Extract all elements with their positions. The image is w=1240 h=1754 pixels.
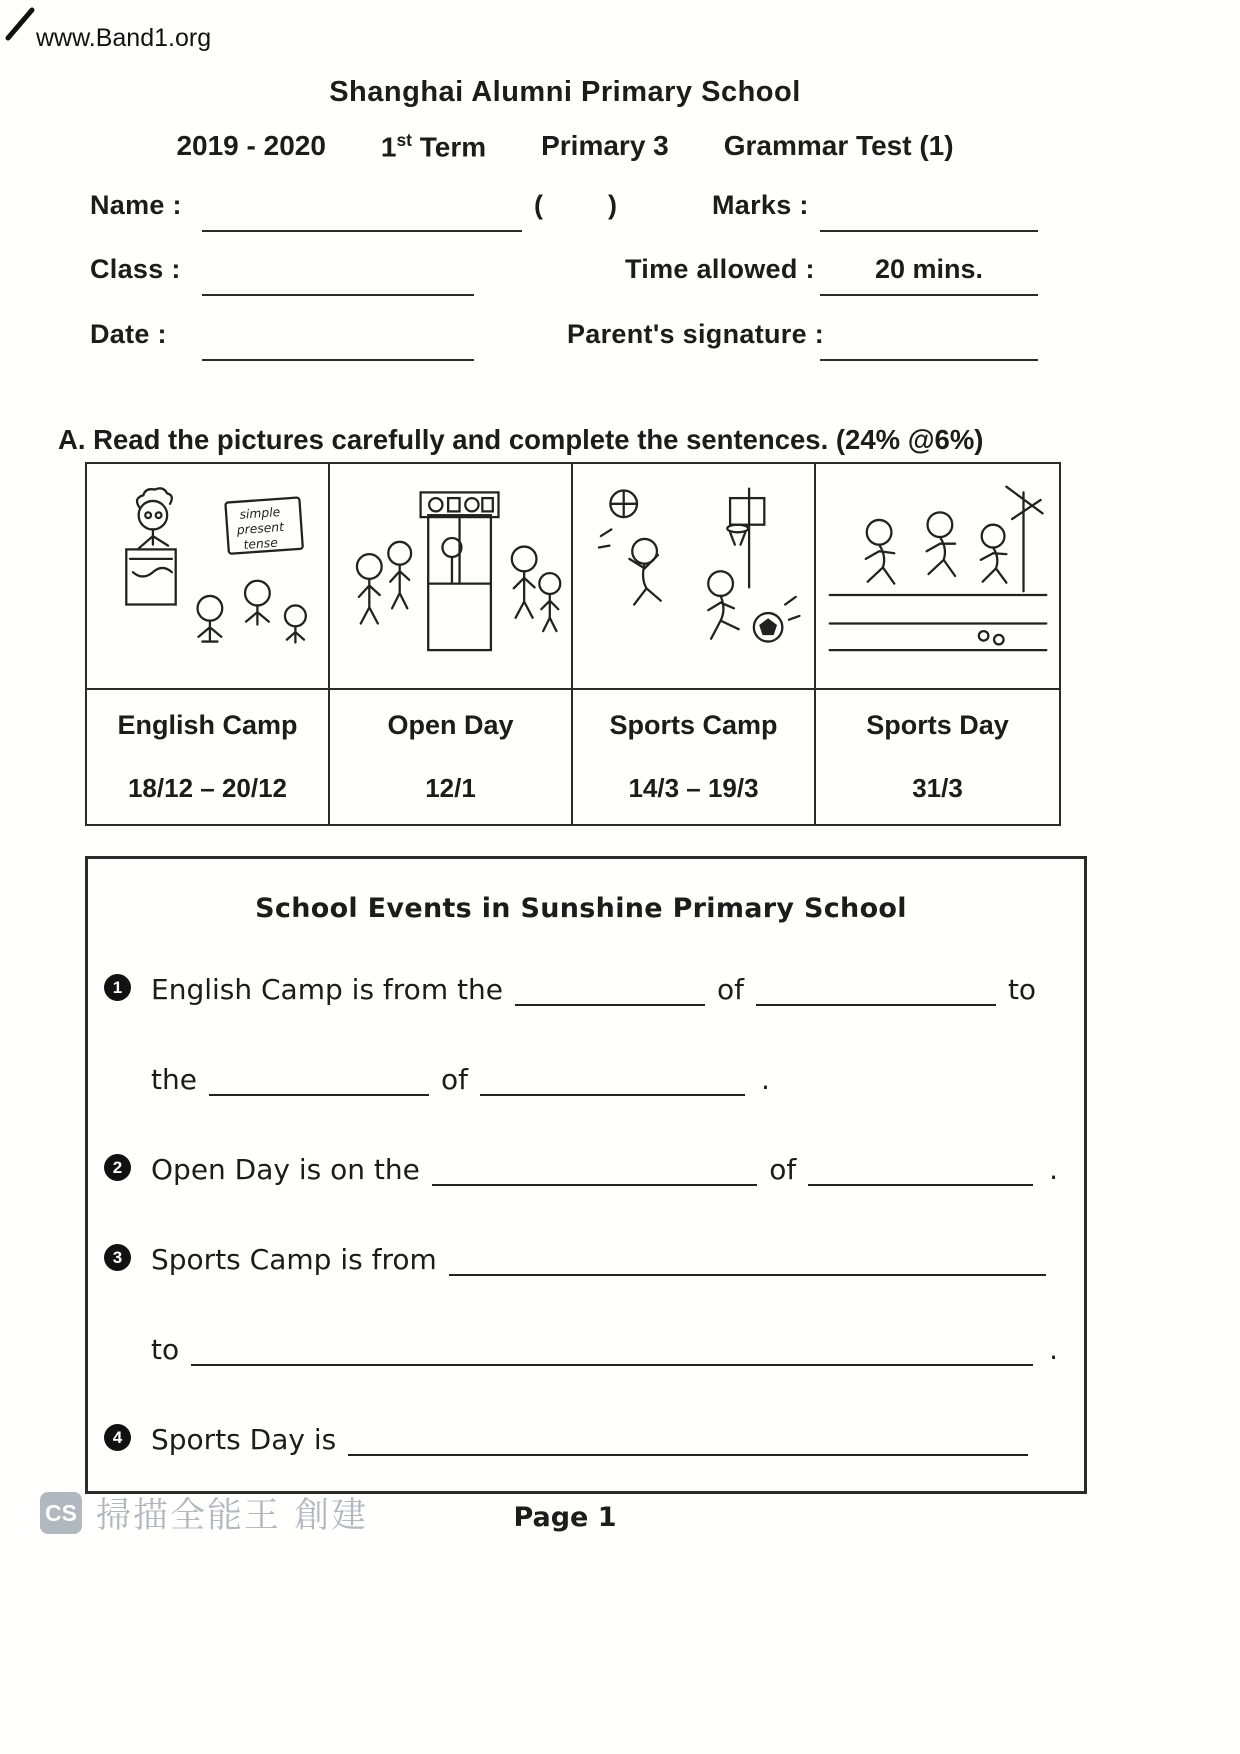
event-name: Open Day — [387, 710, 514, 740]
classroom-lesson-illustration — [94, 472, 322, 680]
student-info-form — [90, 184, 1040, 384]
answer-blank — [449, 1238, 1046, 1276]
page-number: Page 1 — [513, 1502, 617, 1533]
school-booth-illustration — [337, 472, 565, 680]
test-subtitle — [70, 130, 1060, 163]
question-text: . — [1049, 1332, 1058, 1366]
event-cell-open-day — [330, 688, 573, 824]
question-number-badge: 4 — [104, 1424, 131, 1451]
marks-field-line — [820, 186, 1038, 232]
question-text: to — [151, 1332, 180, 1366]
parent-signature-line — [820, 315, 1038, 361]
question-3-line-2 — [104, 1328, 1058, 1366]
grade-level: Primary 3 — [541, 130, 669, 161]
question-text: English Camp is from the — [151, 972, 503, 1006]
event-name: English Camp — [117, 710, 298, 740]
answer-blank — [432, 1148, 757, 1186]
question-number-badge: 2 — [104, 1154, 131, 1181]
event-name: Sports Camp — [609, 710, 778, 740]
term: 1st Term — [380, 130, 487, 163]
running-race-illustration — [824, 472, 1052, 680]
event-name: Sports Day — [866, 710, 1009, 740]
date-label: Date : — [90, 319, 167, 349]
answer-blank — [348, 1418, 1028, 1456]
class-number-paren-open: ( — [534, 190, 543, 220]
exercise-title: School Events in Sunshine Primary School — [255, 893, 907, 924]
camscanner-text: 掃描全能王 創建 — [96, 1496, 369, 1536]
section-a-heading: A. Read the pictures carefully and complete the sentences. (24% @6%) — [58, 424, 984, 455]
parent-signature-label: Parent's signature : — [567, 319, 824, 349]
event-cell-english-camp — [87, 688, 330, 824]
form-row-class — [90, 248, 1040, 308]
test-title: Grammar Test (1) — [723, 130, 954, 161]
event-date: 14/3 – 19/3 — [628, 773, 759, 803]
name-field-line — [202, 186, 522, 232]
time-allowed-label: Time allowed : — [625, 254, 815, 284]
question-text: . — [760, 1062, 770, 1096]
question-number-badge: 3 — [104, 1244, 131, 1271]
marks-label: Marks : — [712, 190, 809, 220]
question-4-line-1 — [104, 1418, 1058, 1456]
question-text: Sports Day is — [151, 1422, 337, 1456]
class-field-line — [202, 250, 474, 296]
question-text: to — [1007, 972, 1037, 1006]
time-allowed-line — [820, 250, 1038, 296]
event-cell-sports-camp — [573, 688, 816, 824]
question-text: of — [440, 1062, 468, 1096]
sign-text-line2: present — [235, 519, 284, 538]
answer-blank — [480, 1058, 745, 1096]
class-number-paren-close: ) — [608, 190, 617, 220]
question-2-line-1 — [104, 1148, 1058, 1186]
question-text: of — [769, 1152, 797, 1186]
sports-camp-picture-cell — [573, 464, 816, 688]
form-row-name — [90, 184, 1040, 244]
exercise-box — [85, 856, 1087, 1494]
answer-blank — [209, 1058, 429, 1096]
school-year: 2019 - 2020 — [176, 130, 326, 161]
camscanner-logo-icon: CS — [40, 1492, 82, 1534]
sign-text-line1: simple — [238, 504, 281, 522]
school-title: Shanghai Alumni Primary School — [329, 76, 801, 108]
form-row-date — [90, 313, 1040, 373]
event-date: 18/12 – 20/12 — [127, 773, 288, 803]
question-3-line-1 — [104, 1238, 1058, 1276]
time-allowed-value: 20 mins. — [874, 254, 984, 284]
open-day-picture-cell — [330, 464, 573, 688]
answer-blank — [191, 1328, 1033, 1366]
question-number-badge: 1 — [104, 974, 131, 1001]
sports-day-picture-cell — [816, 464, 1059, 688]
question-1-line-2 — [104, 1058, 1058, 1096]
question-text: the — [151, 1062, 197, 1096]
date-field-line — [202, 315, 474, 361]
event-cell-sports-day — [816, 688, 1059, 824]
answer-blank — [808, 1148, 1033, 1186]
name-label: Name : — [90, 190, 182, 220]
source-watermark: www.Band1.org — [36, 24, 212, 52]
answer-blank — [515, 968, 705, 1006]
english-camp-picture-cell — [87, 464, 330, 688]
sign-text-line3: tense — [242, 535, 278, 552]
question-text: . — [1049, 1152, 1058, 1186]
question-text: Open Day is on the — [151, 1152, 420, 1186]
question-1-line-1 — [104, 968, 1058, 1006]
answer-blank — [756, 968, 996, 1006]
class-label: Class : — [90, 254, 181, 284]
question-text: Sports Camp is from — [151, 1242, 437, 1276]
question-text: of — [716, 972, 744, 1006]
event-date: 31/3 — [912, 773, 963, 803]
basketball-soccer-illustration — [580, 472, 808, 680]
events-table — [85, 462, 1061, 826]
event-date: 12/1 — [425, 773, 476, 803]
